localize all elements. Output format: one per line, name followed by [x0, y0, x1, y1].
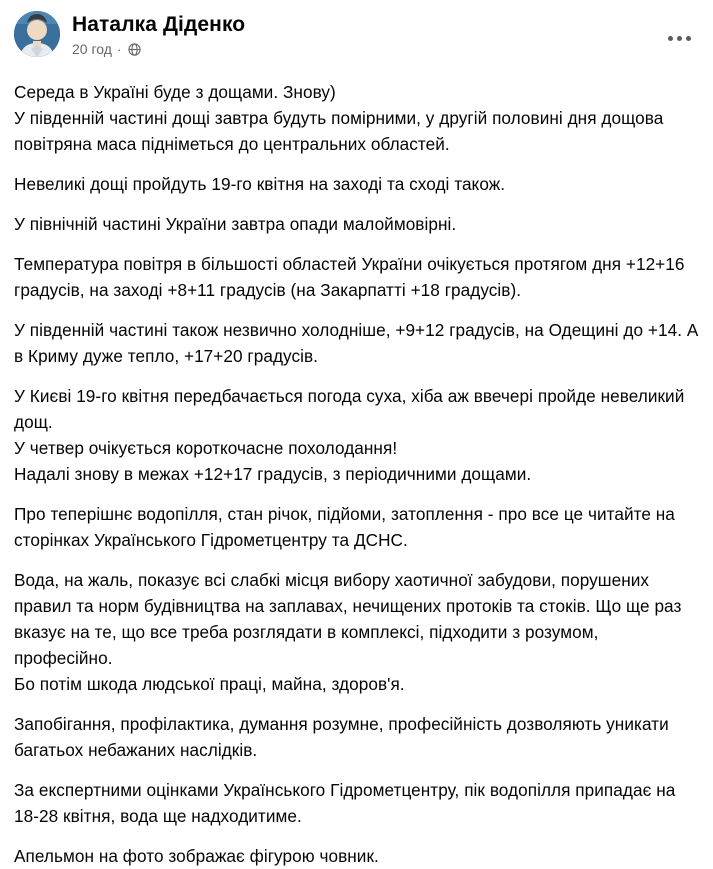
post-paragraph: У південній частині дощі завтра будуть помірними, у другій половині дня дощова повітряна маса підніметься до центральних областей.: [14, 108, 664, 154]
post-header: [14, 10, 699, 68]
post-paragraph: Надалі знову в межах +12+17 градусів, з періодичними дощами.: [14, 464, 532, 484]
post-paragraph: Вода, на жаль, показує всі слабкі місця вибору хаотичної забудови, порушених правил та норм будівництва на заплавах, нечищених протоків та стоків. Що ще раз вказує на те, що все треба розглядати в комплексі, підходити з розумом, професійно.: [14, 570, 682, 668]
globe-icon[interactable]: [128, 43, 141, 56]
post-paragraph: У південній частині також незвично холодніше, +9+12 градусів, на Одещині до +14. А в Криму дуже тепло, +17+20 градусів.: [14, 320, 699, 366]
meta-separator: ·: [116, 41, 122, 57]
post-header-text: [72, 10, 245, 58]
post-paragraph: Температура повітря в більшості областей України очікується протягом дня +12+16 градусів, на заході +8+11 градусів (на Закарпатті +18 градусів).: [14, 254, 685, 300]
author-name[interactable]: Наталка Діденко: [72, 13, 246, 36]
post-paragraph: Апельмон на фото зображає фігурою човник.: [14, 846, 379, 866]
post-paragraph: У четвер очікується короткочасне похолодання!: [14, 438, 398, 458]
post-paragraph: Бо потім шкода людської праці, майна, здоров'я.: [14, 674, 405, 694]
post-timestamp[interactable]: 20 год: [72, 41, 112, 57]
post-paragraph: У Києві 19-го квітня передбачається погода суха, хіба аж ввечері пройде невеликий дощ.: [14, 386, 685, 432]
post-body: [14, 79, 699, 869]
post-paragraph: Про теперішнє водопілля, стан річок, підйоми, затоплення - про все це читайте на сторінках Українського Гідрометцентру та ДСНС.: [14, 504, 675, 550]
avatar[interactable]: [14, 11, 60, 57]
post-paragraph: Середа в Україні буде з дощами. Знову): [14, 82, 336, 102]
post-paragraph: Невеликі дощі пройдуть 19-го квітня на заході та сході також.: [14, 174, 506, 194]
more-options-icon[interactable]: [661, 20, 697, 56]
post-paragraph: У північній частині України завтра опади малоймовірні.: [14, 214, 457, 234]
post-paragraph: За експертними оцінками Українського Гідрометцентру, пік водопілля припадає на 18-28 квітня, вода ще надходитиме.: [14, 780, 676, 826]
post-paragraph: Запобігання, профілактика, думання розумне, професійність дозволяють уникати багатьох небажаних наслідків.: [14, 714, 669, 760]
post-meta: [72, 41, 245, 58]
